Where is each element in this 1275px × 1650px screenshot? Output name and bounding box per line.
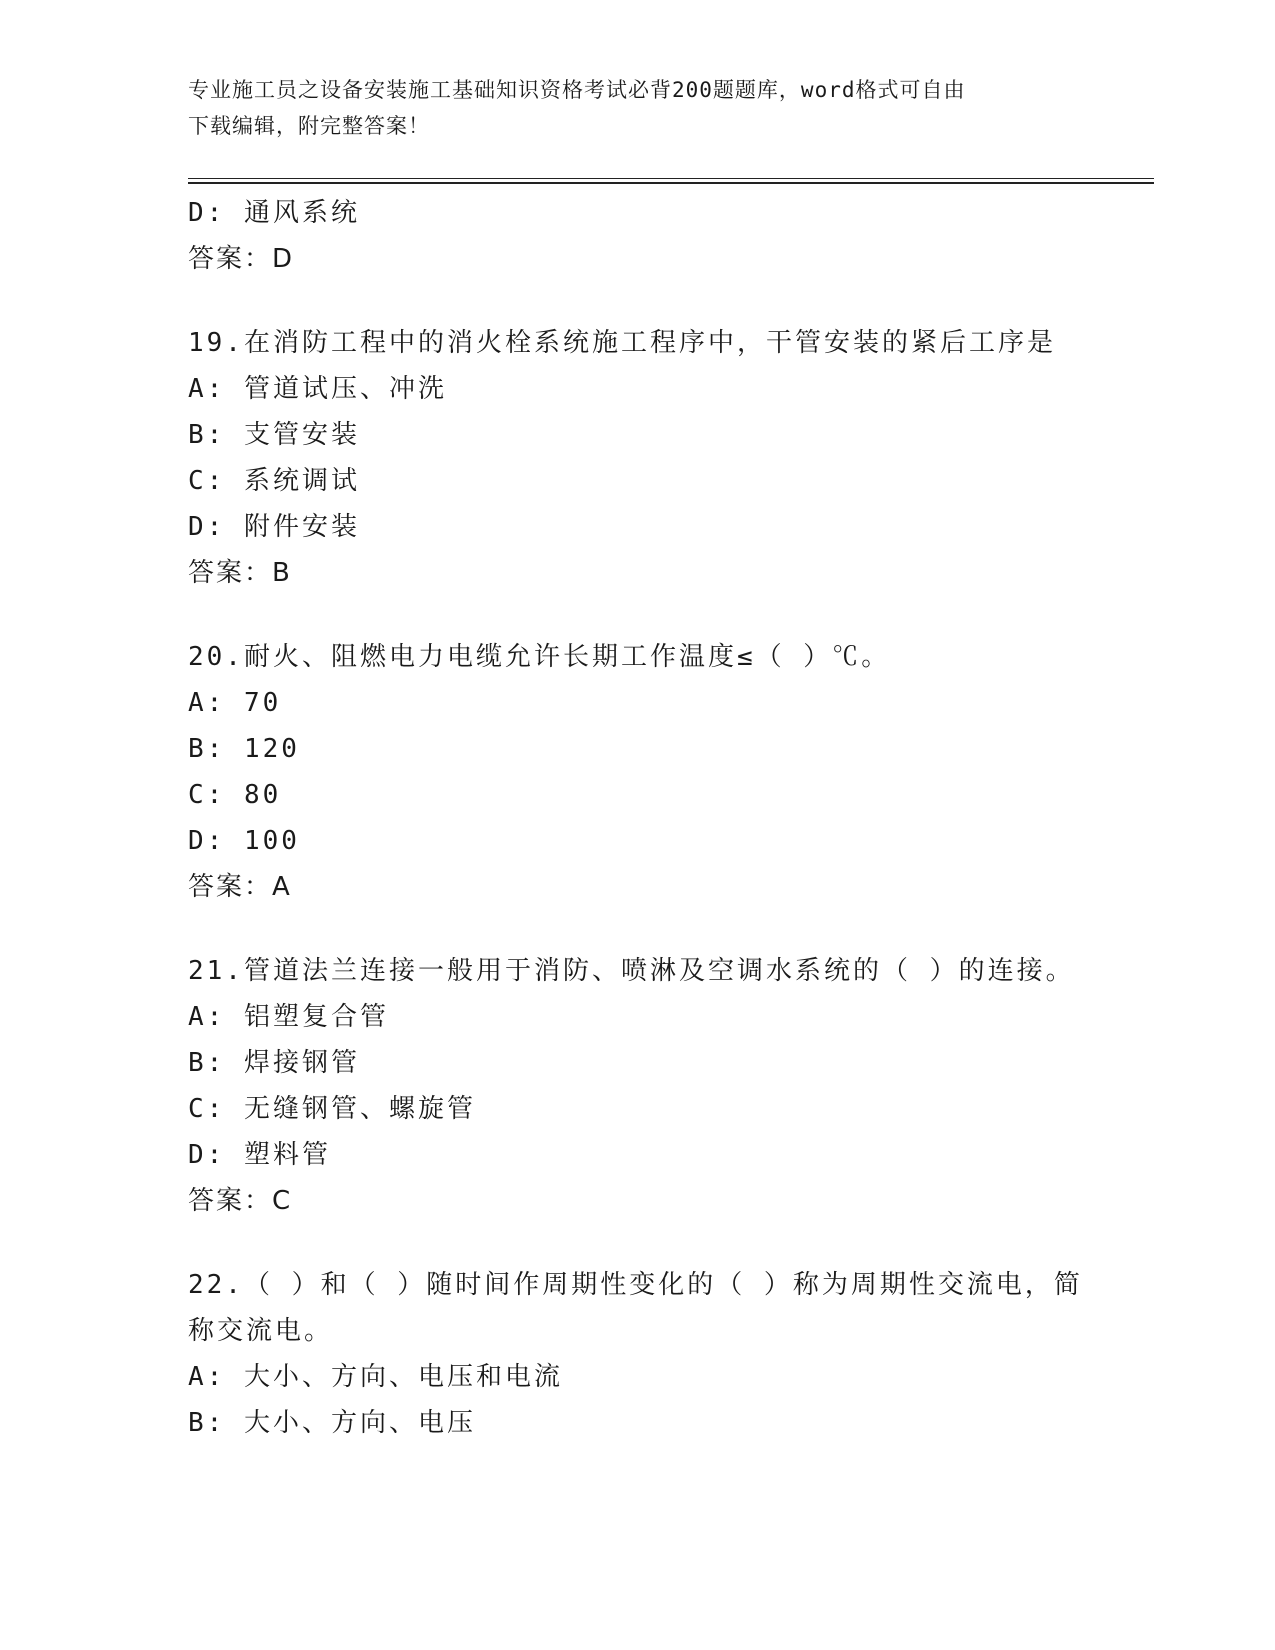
question-20 [188,634,1088,910]
header-divider-thick [188,182,1154,184]
option-c: C: 系统调试 [188,466,360,496]
option-c: C: 80 [188,780,282,810]
question-22 [188,1262,1088,1446]
previous-question-tail [188,190,1088,282]
option-a: A: 铝塑复合管 [188,1002,389,1032]
question-list [188,190,1088,1446]
option-a: A: 70 [188,688,282,718]
answer-line: 答案：B [188,558,292,588]
option-d: D: 100 [188,826,300,856]
option-a: A: 大小、方向、电压和电流 [188,1362,563,1392]
option-a: A: 管道试压、冲洗 [188,374,447,404]
header-line-1: 专业施工员之设备安装施工基础知识资格考试必背200题题库，word格式可自由 [188,78,966,102]
answer-line: 答案：D [188,244,295,274]
question-text: 21.管道法兰连接一般用于消防、喷淋及空调水系统的（ ）的连接。 [188,956,1075,986]
answer-line: 答案：A [188,872,292,902]
option-b: B: 支管安装 [188,420,360,450]
option-d: D: 通风系统 [188,198,360,228]
question-21 [188,948,1088,1224]
option-b: B: 焊接钢管 [188,1048,360,1078]
option-d: D: 附件安装 [188,512,360,542]
option-b: B: 大小、方向、电压 [188,1408,476,1438]
answer-line: 答案：C [188,1186,293,1216]
question-19 [188,320,1088,596]
header-line-2: 下载编辑，附完整答案！ [188,114,430,138]
document-header [188,72,1068,144]
option-d: D: 塑料管 [188,1140,331,1170]
header-divider-thin [188,178,1154,179]
question-text-line-2: 称交流电。 [188,1316,334,1346]
option-b: B: 120 [188,734,300,764]
question-text: 19.在消防工程中的消火栓系统施工程序中，干管安装的紧后工序是 [188,328,1056,358]
question-text-line-1: 22.（ ）和（ ）随时间作周期性变化的（ ）称为周期性交流电，简 [188,1270,1083,1300]
option-c: C: 无缝钢管、螺旋管 [188,1094,476,1124]
question-text: 20.耐火、阻燃电力电缆允许长期工作温度≤（ ）℃。 [188,642,891,672]
